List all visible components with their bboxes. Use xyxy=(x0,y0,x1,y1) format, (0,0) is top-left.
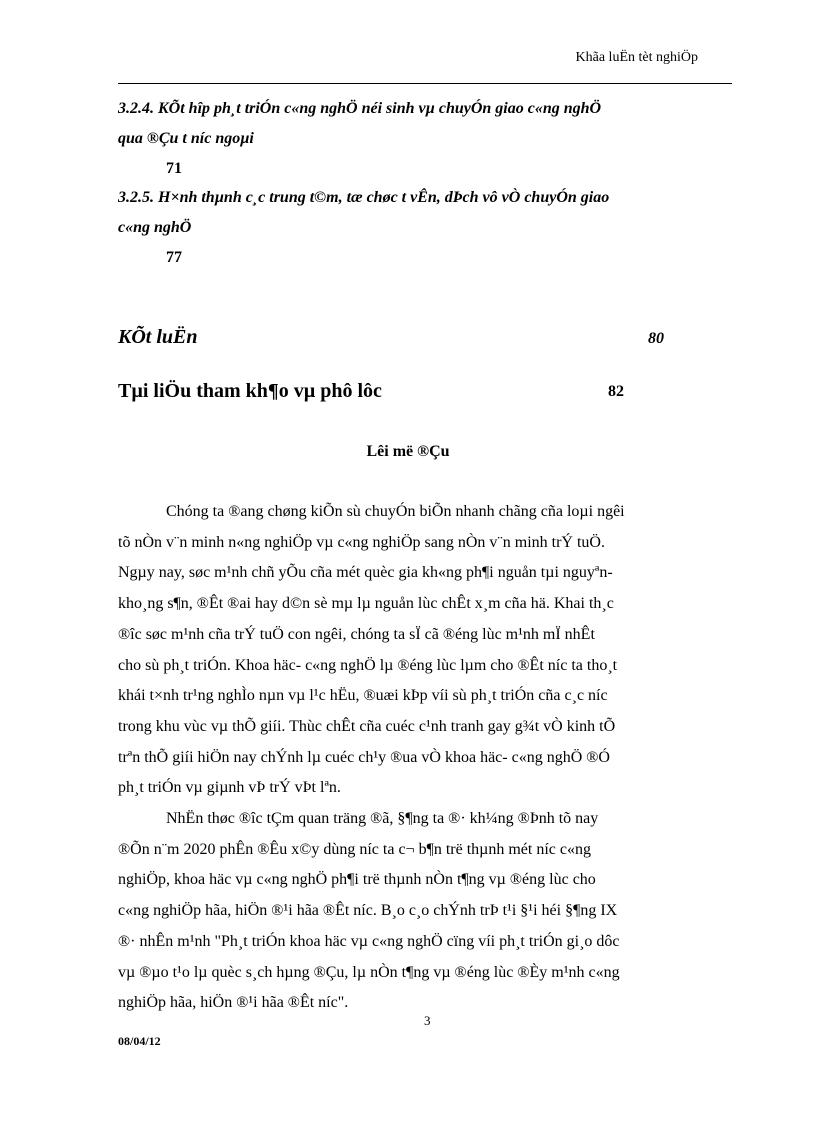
paragraph-line: khái t×nh tr¹ng nghÌo nµn vµ l¹c hËu, ®uæi kÞp víi sù ph¸t triÓn cña c¸c níc xyxy=(118,687,608,705)
paragraph-line: NhËn thøc ®îc tÇm quan träng ®ã, §¶ng ta ®· kh¼ng ®Þnh tõ nay xyxy=(166,810,599,827)
paragraph-line: Chóng ta ®ang chøng kiÕn sù chuyÓn biÕn nhanh chãng cña loµi ngêi xyxy=(166,503,625,520)
toc-conclusion-label: KÕt luËn xyxy=(118,326,198,348)
paragraph-line: tõ nÒn v¨n minh n«ng nghiÖp vµ c«ng nghiÖp sang nÒn v¨n minh trÝ tuÖ. xyxy=(118,533,605,551)
paragraph-line: ®· nhÊn m¹nh "Ph¸t triÓn khoa häc vµ c«ng nghÖ cïng víi ph¸t triÓn gi¸o dôc xyxy=(118,932,620,950)
footer-date: 08/04/12 xyxy=(118,1034,161,1048)
paragraph-line: cho sù ph¸t triÓn. Khoa häc- c«ng nghÖ lµ ®éng lùc lµm cho ®Êt níc ta tho¸t xyxy=(118,656,618,674)
paragraph-line: nghiÖp hãa, hiÖn ®¹i hãa ®Êt níc". xyxy=(118,994,349,1012)
section-heading: Lêi më ®Çu xyxy=(366,443,450,460)
paragraph-line: kho¸ng s¶n, ®Êt ®ai hay d©n sè mµ lµ nguån lùc chÊt x¸m cña hä. Khai th¸c xyxy=(118,595,614,613)
paragraph-line: ®Õn n¨m 2020 phÊn ®Êu x©y dùng níc ta c¬ b¶n trë thµnh mét níc c«ng xyxy=(118,840,591,858)
paragraph-line: ®îc søc m¹nh cña trÝ tuÖ con ngêi, chóng ta sÏ cã ®éng lùc m¹nh mÏ nhÊt xyxy=(118,625,595,643)
header-title: Khãa luËn tèt nghiÖp xyxy=(575,50,698,65)
paragraph-line: trong khu vùc vµ thÕ giíi. Thùc chÊt cña cuéc c¹nh tranh gay g¾t vÒ kinh tÕ xyxy=(118,717,616,735)
toc-entry-label-line1: 3.2.4. KÕt hîp ph¸t triÓn c«ng nghÖ néi sinh vµ chuyÓn giao c«ng nghÖ xyxy=(118,100,602,117)
paragraph-line: nghiÖp, khoa häc vµ c«ng nghÖ ph¶i trë thµnh nÒn t¶ng vµ ®éng lùc cho xyxy=(118,871,596,889)
paragraph-line: c«ng nghiÖp hãa, hiÖn ®¹i hãa ®Êt níc. B¸o c¸o chÝnh trÞ t¹i §¹i héi §¶ng IX xyxy=(118,902,618,920)
paragraph-line: Ngµy nay, søc m¹nh chñ yÕu cña mét quèc gia kh«ng ph¶i nguån tµi nguyªn- xyxy=(118,564,613,582)
paragraph-line: trªn thÕ giíi hiÖn nay chÝnh lµ cuéc ch¹y ®ua vÒ khoa häc- c«ng nghÖ ®Ó xyxy=(118,748,610,766)
toc-conclusion-page: 80 xyxy=(648,330,664,347)
page-number: 3 xyxy=(424,1013,431,1028)
toc-entry-label-line2: qua ®Çu t níc ngoµi xyxy=(118,130,254,147)
paragraph-line: vµ ®µo t¹o lµ quèc s¸ch hµng ®Çu, lµ nÒn t¶ng vµ ®éng lùc ®Èy m¹nh c«ng xyxy=(118,963,620,981)
toc-entry-label-line2: c«ng nghÖ xyxy=(118,219,192,236)
paragraph-2 xyxy=(118,804,730,1019)
header-rule xyxy=(118,83,732,84)
toc-references-label: Tµi liÖu tham kh¶o vµ phô lôc xyxy=(118,380,382,402)
toc-entry-label-line1: 3.2.5. H×nh thµnh c¸c trung t©m, tæ chøc t vÊn, dÞch vô vÒ chuyÓn giao xyxy=(118,189,610,206)
paragraph-1 xyxy=(118,497,730,804)
toc-entry-page: 71 xyxy=(166,160,182,177)
toc-references-page: 82 xyxy=(608,383,624,400)
toc-entry-page: 77 xyxy=(166,249,182,266)
toc-entry-3-2-5 xyxy=(118,183,738,243)
paragraph-line: ph¸t triÓn vµ giµnh vÞ trÝ vÞt lªn. xyxy=(118,779,341,797)
toc-entry-3-2-4 xyxy=(118,94,738,154)
